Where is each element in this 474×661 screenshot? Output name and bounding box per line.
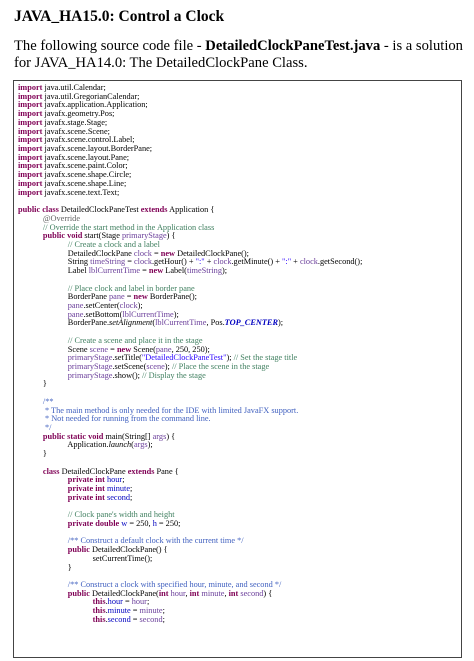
code-token: public bbox=[42, 231, 66, 241]
code-token: javafx.scene.paint.Color; bbox=[42, 161, 128, 171]
code-token bbox=[18, 423, 43, 432]
code-token: minute bbox=[106, 484, 131, 494]
code-token: , bbox=[224, 588, 229, 598]
code-token: new bbox=[133, 292, 148, 302]
code-token: public bbox=[42, 431, 66, 441]
code-token: ; bbox=[146, 597, 150, 607]
code-token: // Create a clock and a label bbox=[67, 239, 160, 249]
code-token: this bbox=[92, 614, 106, 624]
code-token bbox=[18, 493, 68, 502]
code-token: minute bbox=[201, 588, 225, 598]
code-token bbox=[18, 615, 93, 624]
code-token: java.util.GregorianCalendar; bbox=[42, 91, 140, 101]
code-token: import bbox=[18, 117, 43, 127]
code-token bbox=[18, 353, 68, 362]
code-token: ); bbox=[221, 266, 228, 276]
code-token: scene bbox=[146, 362, 165, 371]
code-token: lblCurrentTime bbox=[88, 266, 141, 276]
code-token: } bbox=[18, 562, 72, 572]
code-token: new bbox=[116, 344, 132, 354]
code-token bbox=[18, 240, 68, 249]
code-token: = bbox=[124, 292, 134, 302]
code-token bbox=[18, 301, 68, 310]
code-token: void bbox=[67, 231, 83, 241]
code-token: class bbox=[42, 205, 59, 215]
code-token: .setBottom( bbox=[83, 309, 123, 319]
code-line bbox=[18, 267, 459, 276]
code-token: = bbox=[108, 344, 117, 354]
code-token: /** Construct a default clock with the current time */ bbox=[67, 536, 244, 546]
code-token: javafx.stage.Stage; bbox=[42, 117, 108, 127]
code-token: main(String[] bbox=[103, 431, 153, 441]
code-token: static bbox=[67, 431, 87, 441]
code-token: Label( bbox=[163, 266, 187, 276]
code-line bbox=[18, 372, 459, 381]
code-token: second bbox=[106, 492, 131, 502]
code-token bbox=[18, 510, 68, 519]
code-token: Application { bbox=[167, 205, 215, 215]
code-token bbox=[18, 597, 93, 606]
code-token: javafx.scene.shape.Line; bbox=[42, 178, 127, 188]
code-token: int bbox=[95, 475, 105, 485]
code-token bbox=[18, 406, 43, 415]
code-token: void bbox=[88, 431, 104, 441]
code-line bbox=[18, 206, 459, 215]
code-token: class bbox=[42, 466, 60, 476]
code-token: javafx.scene.control.Label; bbox=[42, 135, 135, 145]
code-token: ); bbox=[173, 309, 179, 319]
code-token: java.util.Calendar; bbox=[42, 83, 106, 92]
code-line bbox=[18, 189, 459, 198]
code-token: new bbox=[148, 266, 164, 276]
code-token: int bbox=[95, 484, 105, 494]
code-token: } bbox=[18, 449, 47, 459]
code-token: . bbox=[105, 597, 108, 607]
code-token: ); bbox=[278, 318, 284, 328]
code-token: w bbox=[121, 518, 128, 528]
code-token: /** bbox=[42, 396, 54, 406]
code-token: ; bbox=[130, 492, 133, 502]
code-token bbox=[18, 606, 93, 615]
code-token: ; bbox=[162, 614, 165, 624]
code-token: @Override bbox=[42, 213, 81, 223]
code-token: .show(); bbox=[112, 370, 142, 380]
code-token: * Not needed for running from the command line. bbox=[42, 414, 211, 424]
code-token: import bbox=[18, 178, 43, 188]
code-token: args bbox=[152, 431, 167, 441]
code-token bbox=[18, 231, 43, 240]
code-token: import bbox=[18, 83, 43, 92]
code-token: javafx.scene.layout.BorderPane; bbox=[42, 144, 153, 154]
code-token: = bbox=[130, 614, 140, 624]
code-token: public bbox=[67, 545, 90, 555]
code-token bbox=[18, 284, 68, 293]
code-token: "DetailedClockPaneTest" bbox=[141, 353, 227, 363]
code-token: private bbox=[67, 475, 94, 485]
code-token: hour bbox=[106, 475, 123, 485]
code-token: // Create a scene and place it in the stage bbox=[67, 335, 203, 345]
source-code bbox=[18, 84, 459, 625]
code-token: BorderPane. bbox=[18, 318, 110, 328]
code-token: = bbox=[125, 257, 134, 267]
code-line bbox=[18, 441, 459, 450]
code-token: int bbox=[95, 492, 105, 502]
code-token: private bbox=[67, 518, 94, 528]
code-token: primaryStage bbox=[67, 370, 113, 380]
code-token: scene bbox=[89, 344, 109, 354]
code-token: ( bbox=[131, 440, 134, 450]
code-token: javafx.scene.shape.Circle; bbox=[42, 170, 132, 180]
code-token: second bbox=[139, 614, 163, 624]
code-line bbox=[18, 389, 459, 398]
code-token: + bbox=[291, 257, 300, 267]
code-token: . bbox=[105, 614, 108, 624]
code-token: ); bbox=[164, 362, 172, 371]
code-token: minute bbox=[107, 606, 131, 616]
code-token: Label bbox=[18, 266, 89, 276]
code-token: // Place the scene in the stage bbox=[171, 362, 270, 371]
code-line bbox=[18, 494, 459, 503]
code-token bbox=[18, 467, 43, 476]
code-token: lblCurrentTime bbox=[155, 318, 207, 328]
code-token bbox=[18, 536, 68, 545]
code-token: String bbox=[18, 257, 91, 267]
code-token: import bbox=[18, 161, 43, 171]
code-token: second bbox=[107, 614, 131, 624]
code-token: javafx.application.Application; bbox=[42, 100, 148, 110]
code-token: DetailedClockPane bbox=[59, 466, 128, 476]
code-token bbox=[18, 519, 68, 528]
code-token: int bbox=[189, 588, 200, 598]
code-token bbox=[18, 545, 68, 554]
code-token: DetailedClockPane( bbox=[89, 588, 159, 598]
code-token: ; bbox=[122, 475, 125, 485]
code-token: public bbox=[67, 588, 90, 598]
code-token: minute bbox=[139, 606, 163, 616]
code-token: import bbox=[18, 170, 43, 180]
code-line bbox=[18, 564, 459, 573]
code-token: h bbox=[152, 518, 157, 528]
code-token: } bbox=[18, 379, 47, 389]
code-box bbox=[13, 80, 462, 658]
code-token: setCurrentTime(); bbox=[18, 553, 153, 563]
intro-paragraph bbox=[14, 38, 464, 72]
code-token: javafx.scene.text.Text; bbox=[42, 187, 120, 197]
code-token: javafx.scene.Scene; bbox=[42, 126, 110, 136]
code-token bbox=[18, 223, 43, 232]
code-token bbox=[18, 484, 68, 493]
code-token: ) { bbox=[166, 431, 176, 441]
code-token: clock bbox=[299, 257, 318, 267]
code-token: import bbox=[18, 187, 43, 197]
code-token bbox=[18, 397, 43, 406]
code-token: Application. bbox=[18, 440, 109, 450]
code-token: ( bbox=[152, 318, 156, 328]
code-token bbox=[18, 362, 68, 371]
code-line bbox=[18, 450, 459, 459]
code-token: import bbox=[18, 100, 43, 110]
code-token: TOP_CENTER bbox=[224, 318, 278, 328]
code-token: second bbox=[240, 588, 264, 598]
code-line bbox=[18, 319, 459, 328]
code-token: clock bbox=[213, 257, 232, 267]
code-token: BorderPane(); bbox=[147, 292, 197, 302]
code-token: .setScene( bbox=[112, 362, 147, 371]
code-token: double bbox=[95, 518, 120, 528]
intro-text-before: The following source code file - bbox=[14, 38, 206, 54]
code-token: DetailedClockPane(); bbox=[175, 248, 249, 258]
code-token: , 250, 250); bbox=[171, 344, 210, 354]
code-token: // Display the stage bbox=[141, 370, 206, 380]
code-token: pane bbox=[67, 309, 84, 319]
code-token: extends bbox=[127, 466, 155, 476]
code-token: setAlignment bbox=[109, 318, 153, 328]
code-token bbox=[18, 432, 43, 441]
code-token: import bbox=[18, 126, 43, 136]
code-token: timeString bbox=[90, 257, 126, 267]
code-token: .getHour() + bbox=[151, 257, 196, 267]
code-token: timeString bbox=[186, 266, 222, 276]
code-token: import bbox=[18, 109, 43, 119]
code-token: , bbox=[185, 588, 190, 598]
code-token bbox=[18, 310, 68, 319]
code-token: primaryStage bbox=[67, 353, 113, 363]
code-token: private bbox=[67, 484, 94, 494]
code-token: + bbox=[204, 257, 214, 267]
code-token: // Clock pane's width and height bbox=[67, 510, 175, 520]
code-token: private bbox=[67, 492, 94, 502]
code-token: int bbox=[158, 588, 169, 598]
code-token bbox=[18, 580, 68, 589]
code-token: hour bbox=[170, 588, 186, 598]
code-token: clock bbox=[133, 248, 152, 258]
code-token: ; bbox=[162, 606, 165, 616]
code-token: pane bbox=[155, 344, 172, 354]
code-line bbox=[18, 415, 459, 424]
code-token bbox=[18, 475, 68, 484]
code-token: javafx.geometry.Pos; bbox=[42, 109, 115, 119]
code-token: = bbox=[151, 248, 161, 258]
code-token: int bbox=[228, 588, 239, 598]
code-line bbox=[18, 555, 459, 564]
code-token: new bbox=[160, 248, 175, 258]
code-token: = bbox=[130, 606, 140, 616]
code-token: extends bbox=[140, 205, 168, 215]
code-token: ; bbox=[130, 484, 133, 494]
code-line bbox=[18, 616, 459, 625]
code-token: import bbox=[18, 152, 43, 162]
code-token: // Override the start method in the Application class bbox=[42, 222, 215, 232]
code-token: .setCenter( bbox=[83, 300, 120, 310]
code-token: Scene( bbox=[131, 344, 156, 354]
code-line bbox=[18, 520, 459, 529]
code-token: ) { bbox=[166, 231, 176, 241]
code-token: hour bbox=[107, 597, 123, 607]
code-token bbox=[18, 214, 43, 223]
code-token: import bbox=[18, 135, 43, 145]
code-token: pane bbox=[109, 292, 125, 302]
code-token bbox=[18, 589, 68, 598]
code-token: clock bbox=[119, 300, 138, 310]
code-token: ":" bbox=[282, 257, 292, 267]
filename-label: DetailedClockPaneTest.java bbox=[205, 38, 381, 54]
code-token: javafx.scene.layout.Pane; bbox=[42, 152, 130, 162]
code-token: .setTitle( bbox=[112, 353, 142, 363]
code-token: , Pos. bbox=[206, 318, 225, 328]
code-token: primaryStage bbox=[121, 231, 167, 241]
code-token: = 250, bbox=[127, 518, 153, 528]
code-token: .getMinute() + bbox=[231, 257, 283, 267]
code-line bbox=[18, 380, 459, 389]
code-token: primaryStage bbox=[67, 362, 113, 371]
code-token bbox=[18, 336, 68, 345]
code-token: = 250; bbox=[156, 518, 181, 528]
code-token: /** Construct a clock with specified hour, minute, and second */ bbox=[67, 579, 282, 589]
code-token: pane bbox=[67, 300, 84, 310]
code-token: import bbox=[18, 144, 43, 154]
code-token: DetailedClockPaneTest bbox=[58, 205, 141, 215]
code-token: this bbox=[92, 597, 106, 607]
code-token: clock bbox=[134, 257, 152, 267]
code-token: public bbox=[18, 205, 41, 215]
intro-text-after: - is a solution for JAVA_HA14.0: The DetailedClockPane Class. bbox=[14, 38, 463, 71]
code-token: Pane { bbox=[154, 466, 179, 476]
code-token: = bbox=[140, 266, 149, 276]
code-token: args bbox=[133, 440, 148, 450]
page-title: JAVA_HA15.0: Control a Clock bbox=[14, 8, 225, 25]
code-token bbox=[18, 414, 43, 423]
code-token: Scene bbox=[18, 344, 90, 354]
code-token: this bbox=[92, 606, 106, 616]
code-token: .getSecond(); bbox=[317, 257, 363, 267]
code-token: . bbox=[105, 606, 108, 616]
code-token: * The main method is only needed for the IDE with limited JavaFX support. bbox=[42, 405, 299, 415]
code-token: // Set the stage title bbox=[233, 353, 298, 363]
code-token: launch bbox=[108, 440, 132, 450]
code-token: = bbox=[122, 597, 132, 607]
code-token: ); bbox=[137, 300, 143, 310]
code-token: import bbox=[18, 91, 43, 101]
code-token: ) { bbox=[263, 588, 273, 598]
code-token bbox=[18, 371, 68, 380]
code-token: lblCurrentTime bbox=[122, 309, 174, 319]
code-token: ":" bbox=[195, 257, 205, 267]
code-token: BorderPane bbox=[18, 292, 110, 302]
code-token: DetailedClockPane() { bbox=[89, 545, 168, 555]
code-token: ); bbox=[147, 440, 153, 450]
code-token: start(Stage bbox=[82, 231, 122, 241]
code-token: // Place clock and label in border pane bbox=[67, 283, 195, 293]
code-token: DetailedClockPane bbox=[18, 248, 134, 258]
code-token: ); bbox=[226, 353, 234, 363]
code-token: */ bbox=[42, 423, 52, 433]
code-token: hour bbox=[131, 597, 147, 607]
